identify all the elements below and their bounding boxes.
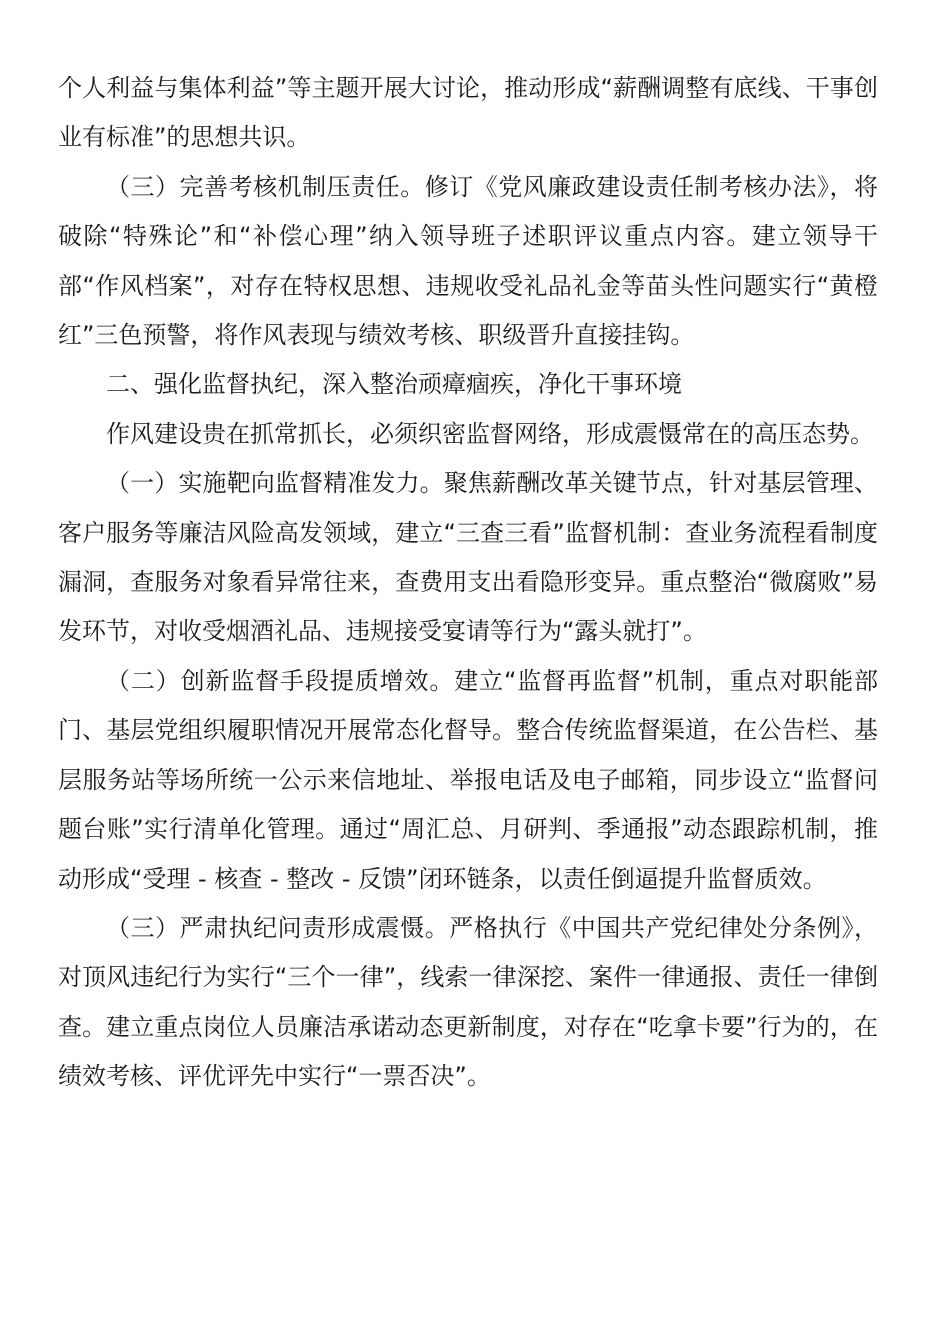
- document-body: [58, 64, 878, 1102]
- paragraph-assessment-mechanism: （三）完善考核机制压责任。修订《党风廉政建设责任制考核办法》，将破除“特殊论”和“补偿心理”纳入领导班子述职评议重点内容。建立领导干部“作风档案”，对存在特权思想、违规收受礼品礼金等苗头性问题实行“黄橙红”三色预警，将作风表现与绩效考核、职级晋升直接挂钩。: [58, 172, 878, 350]
- paragraph-section-intro: 作风建设贵在抓常抓长，必须织密监督网络，形成震慑常在的高压态势。: [106, 419, 874, 448]
- paragraph-continuation: 个人利益与集体利益”等主题开展大讨论，推动形成“薪酬调整有底线、干事创业有标准”的思想共识。: [58, 74, 878, 152]
- section-heading-supervision: 二、强化监督执纪，深入整治顽瘴痼疾，净化干事环境: [106, 370, 682, 399]
- paragraph-innovative-supervision: （二）创新监督手段提质增效。建立“监督再监督”机制，重点对职能部门、基层党组织履职情况开展常态化督导。整合传统监督渠道，在公告栏、基层服务站等场所统一公示来信地址、举报电话及电子邮箱，同步设立“监督问题台账”实行清单化管理。通过“周汇总、月研判、季通报”动态跟踪机制，推动形成“受理 - 核查 - 整改 - 反馈”闭环链条，以责任倒逼提升监督质效。: [58, 666, 878, 893]
- paragraph-strict-discipline: （三）严肃执纪问责形成震慑。严格执行《中国共产党纪律处分条例》，对顶风违纪行为实行“三个一律”，线索一律深挖、案件一律通报、责任一律倒查。建立重点岗位人员廉洁承诺动态更新制度，对存在“吃拿卡要”行为的，在绩效考核、评优评先中实行“一票否决”。: [58, 913, 878, 1091]
- paragraph-targeted-supervision: （一）实施靶向监督精准发力。聚焦薪酬改革关键节点，针对基层管理、客户服务等廉洁风险高发领域，建立“三查三看”监督机制：查业务流程看制度漏洞，查服务对象看异常往来，查费用支出看隐形变异。重点整治“微腐败”易发环节，对收受烟酒礼品、违规接受宴请等行为“露头就打”。: [58, 469, 878, 646]
